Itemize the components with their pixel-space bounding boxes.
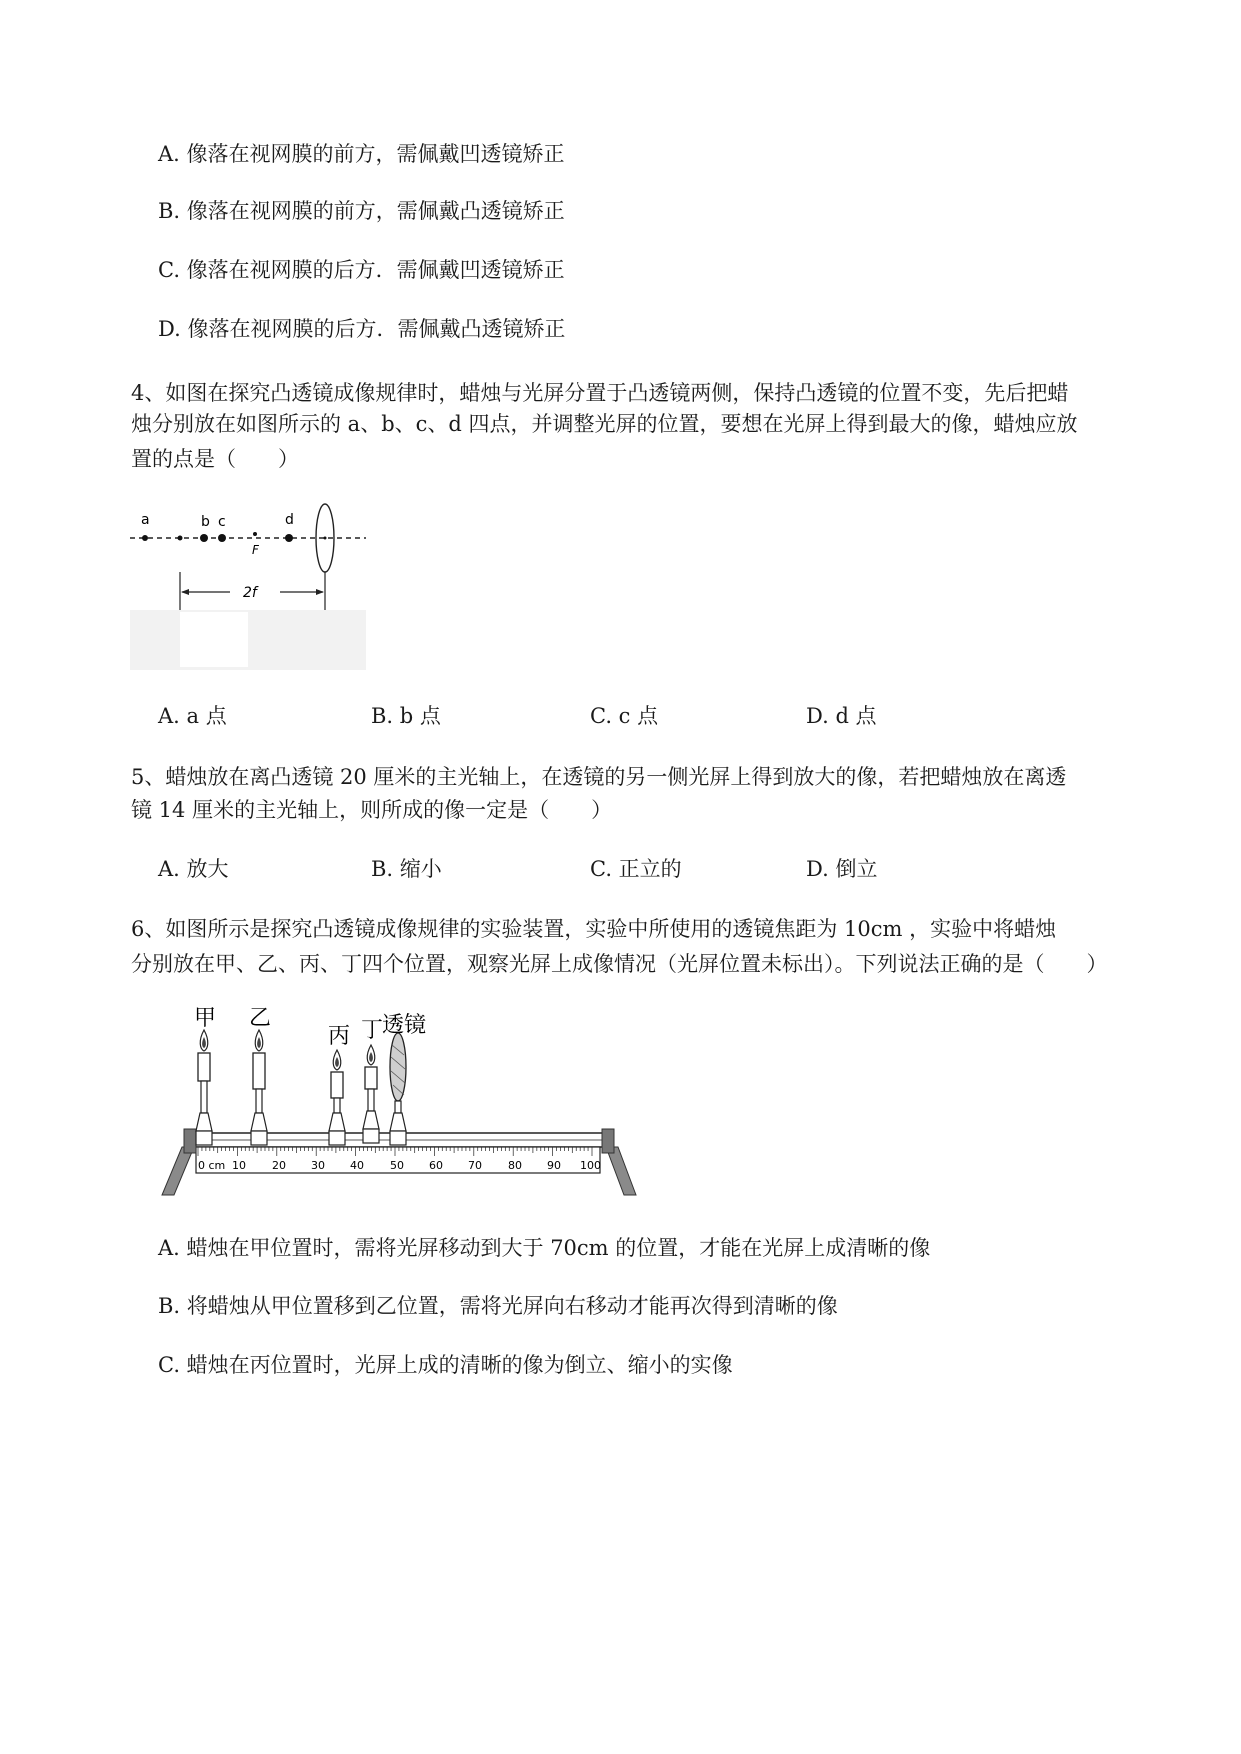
- q4-option-a: A. a 点: [158, 704, 227, 728]
- q4-stem-line-2: 烛分别放在如图所示的 a、b、c、d 四点，并调整光屏的位置，要想在光屏上得到最大的像，蜡烛应放: [131, 412, 1078, 436]
- point-a: [142, 535, 148, 541]
- ruler-tick-50: 50: [390, 1159, 404, 1172]
- q4-stem-line-1: 4、如图在探究凸透镜成像规律时，蜡烛与光屏分置于凸透镜两侧，保持凸透镜的位置不变，先后把蜡: [131, 381, 1069, 405]
- label-2f: 2f: [243, 585, 257, 601]
- q4-option-d: D. d 点: [806, 704, 877, 728]
- ruler-tick-40: 40: [350, 1159, 364, 1172]
- q6-option-c: C. 蜡烛在丙位置时，光屏上成的清晰的像为倒立、缩小的实像: [158, 1353, 733, 1377]
- q5-option-d: D. 倒立: [806, 857, 878, 881]
- point-b: [200, 534, 208, 542]
- point-f: [253, 532, 257, 536]
- label-f: F: [252, 543, 259, 557]
- ruler-tick-20: 20: [272, 1159, 286, 1172]
- right-leg: [606, 1147, 636, 1195]
- q4-stem-line-3: 置的点是（ ）: [131, 447, 299, 471]
- label-c: c: [218, 514, 226, 530]
- q4-option-c: C. c 点: [590, 704, 659, 728]
- label-b: b: [201, 514, 210, 530]
- point-c: [218, 534, 226, 542]
- ruler-tick-70: 70: [468, 1159, 482, 1172]
- ruler-tick-60: 60: [429, 1159, 443, 1172]
- label-yi: 乙: [249, 1006, 272, 1031]
- q4-option-b: B. b 点: [371, 704, 441, 728]
- candle-jia: [196, 1030, 212, 1145]
- q5-option-b: B. 缩小: [371, 857, 442, 881]
- left-leg: [162, 1147, 194, 1195]
- right-end-block: [602, 1129, 614, 1153]
- q6-option-a: A. 蜡烛在甲位置时，需将光屏移动到大于 70cm 的位置，才能在光屏上成清晰的像: [158, 1236, 931, 1260]
- q5-stem-line-2: 镜 14 厘米的主光轴上，则所成的像一定是（ ）: [131, 798, 613, 822]
- candle-bing: [329, 1050, 345, 1145]
- candle-ding: [363, 1045, 379, 1143]
- q5-option-a: A. 放大: [158, 857, 229, 881]
- ruler-tick-10: 10: [232, 1159, 246, 1172]
- q5-option-c: C. 正立的: [590, 857, 682, 881]
- q4-lens-diagram: [130, 500, 366, 670]
- left-end-block: [184, 1129, 196, 1153]
- q3-option-b: B. 像落在视网膜的前方，需佩戴凸透镜矫正: [158, 199, 565, 223]
- q3-option-c: C. 像落在视网膜的后方．需佩戴凹透镜矫正: [158, 258, 565, 282]
- label-ding: 丁: [361, 1018, 384, 1043]
- ruler-tick-80: 80: [508, 1159, 522, 1172]
- q3-option-a: A. 像落在视网膜的前方，需佩戴凹透镜矫正: [158, 142, 565, 166]
- q6-optical-bench-diagram: [160, 1005, 640, 1200]
- label-bing: 丙: [328, 1024, 351, 1049]
- point-extra: [178, 536, 183, 541]
- q6-option-b: B. 将蜡烛从甲位置移到乙位置，需将光屏向右移动才能再次得到清晰的像: [158, 1294, 838, 1318]
- label-a: a: [141, 512, 150, 528]
- label-jia: 甲: [194, 1006, 217, 1031]
- ruler-tick-100: 100: [580, 1159, 601, 1172]
- ruler-tick-30: 30: [311, 1159, 325, 1172]
- ruler-unit-label: 0 cm: [198, 1159, 226, 1172]
- ruler-tick-90: 90: [547, 1159, 561, 1172]
- point-d: [285, 534, 293, 542]
- q5-stem-line-1: 5、蜡烛放在离凸透镜 20 厘米的主光轴上，在透镜的另一侧光屏上得到放大的像，若把蜡烛放在离透: [131, 765, 1067, 789]
- lens-on-bench: [390, 1033, 406, 1145]
- candle-yi: [251, 1030, 267, 1145]
- label-lens: 透镜: [382, 1013, 427, 1038]
- q6-stem-line-2: 分别放在甲、乙、丙、丁四个位置，观察光屏上成像情况（光屏位置未标出）。下列说法正确的是（ ）: [131, 952, 1108, 976]
- label-d: d: [285, 512, 294, 528]
- q3-option-d: D. 像落在视网膜的后方．需佩戴凸透镜矫正: [158, 317, 566, 341]
- q6-stem-line-1: 6、如图所示是探究凸透镜成像规律的实验装置，实验中所使用的透镜焦距为 10cm ，实验中将蜡烛: [131, 917, 1057, 941]
